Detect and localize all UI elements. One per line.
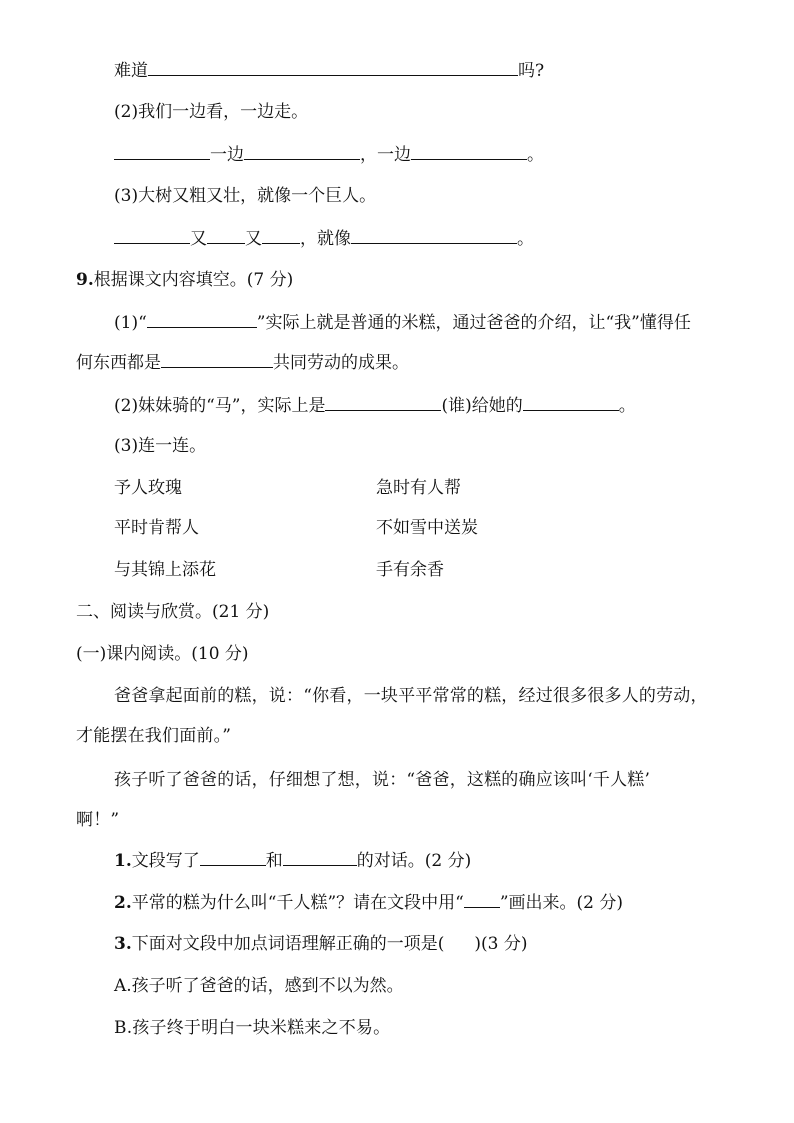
match-left-item[interactable]: 平时肯帮人 [114, 518, 199, 538]
q9-p1-line1 [114, 310, 691, 335]
answer-blank[interactable] [464, 890, 500, 908]
answer-blank[interactable] [148, 58, 518, 76]
q8-item-2 [114, 100, 308, 124]
q8-l1-text-b: 吗? [518, 61, 545, 81]
reading-q2 [114, 890, 623, 915]
section-2-sub: (一)课内阅读。(10 分) [76, 644, 249, 664]
q8-l5-text-d: 。 [517, 229, 534, 249]
q8-l1-text-a: 难道 [114, 61, 148, 81]
passage-line: 啊！” [76, 810, 120, 830]
q9-p1-text-c: 何东西都是 [76, 353, 161, 373]
reading-q3 [114, 932, 528, 956]
q8-l5-text-c: ，就像 [300, 229, 351, 249]
q8-item-2-text: (2)我们一边看，一边走。 [114, 102, 309, 122]
match-right-item[interactable]: 手有余香 [376, 560, 444, 580]
q8-line-3 [114, 142, 544, 167]
reading-q2-number: 2. [114, 893, 132, 913]
q9-p1-line2 [76, 350, 409, 375]
match-right-item[interactable]: 急时有人帮 [376, 478, 461, 498]
match-left-item[interactable]: 与其锦上添花 [114, 560, 216, 580]
reading-q3-text-a: 下面对文段中加点词语理解正确的一项是( [131, 934, 445, 954]
section-2-title: 二、阅读与欣赏。(21 分) [76, 602, 270, 622]
match-right-item[interactable]: 不如雪中送炭 [376, 518, 478, 538]
q8-line-1 [114, 58, 544, 83]
q9-p3-text: (3)连一连。 [114, 436, 207, 456]
q8-l5-text-b: 又 [245, 229, 262, 249]
q9-p1-text-b: ”实际上就是普通的米糕，通过爸爸的介绍，让“我”懂得任 [256, 313, 691, 333]
q9-number: 9. [76, 270, 94, 290]
passage-line: 孩子听了爸爸的话，仔细想了想，说：“爸爸，这糕的确应该叫‘千人糕’ [114, 770, 651, 790]
q8-line-5 [114, 226, 534, 251]
q9-title: 根据课文内容填空。(7 分) [93, 270, 294, 290]
reading-q1-number: 1. [114, 851, 132, 871]
reading-q3-number: 3. [114, 934, 132, 954]
q8-item-3-text: (3)大树又粗又壮，就像一个巨人。 [114, 186, 377, 206]
q9-heading [76, 268, 293, 292]
reading-q2-text-b: ”画出来。(2 分) [499, 893, 624, 913]
answer-blank[interactable] [411, 142, 527, 160]
answer-blank[interactable] [262, 226, 300, 244]
q8-item-3 [114, 184, 376, 208]
answer-blank[interactable] [351, 226, 517, 244]
q9-p1-text-a: (1)“ [114, 313, 147, 333]
q9-p2-text-a: (2)妹妹骑的“马”，实际上是 [114, 396, 326, 416]
reading-q1 [114, 848, 471, 873]
answer-blank[interactable] [207, 226, 245, 244]
passage-line: 爸爸拿起面前的糕，说：“你看，一块平平常常的糕，经过很多很多人的劳动， [114, 686, 708, 706]
answer-blank[interactable] [114, 226, 190, 244]
answer-blank[interactable] [200, 848, 266, 866]
option-b[interactable]: B.孩子终于明白一块米糕来之不易。 [114, 1018, 391, 1038]
reading-q2-text-a: 平常的糕为什么叫“千人糕”？请在文段中用“ [131, 893, 464, 913]
answer-blank[interactable] [161, 350, 273, 368]
answer-blank[interactable] [283, 848, 357, 866]
q9-p2-text-c: 。 [618, 396, 636, 416]
q9-p3 [114, 434, 206, 458]
answer-blank[interactable] [147, 310, 257, 328]
reading-q1-text-c: 的对话。(2 分) [356, 851, 472, 871]
reading-q1-text-b: 和 [265, 851, 283, 871]
q8-l5-text-a: 又 [190, 229, 207, 249]
reading-q3-text-b: )(3 分) [474, 934, 528, 954]
q9-p1-text-d: 共同劳动的成果。 [273, 353, 409, 373]
q8-l3-text-b: ，一边 [360, 145, 411, 165]
q9-p2-text-b: (谁)给她的 [441, 396, 523, 416]
answer-blank[interactable] [523, 393, 619, 411]
option-a[interactable]: A.孩子听了爸爸的话，感到不以为然。 [114, 976, 404, 996]
q8-l3-text-a: 一边 [210, 145, 244, 165]
passage-line: 才能摆在我们面前。” [76, 726, 232, 746]
answer-blank[interactable] [114, 142, 210, 160]
answer-blank[interactable] [325, 393, 441, 411]
q8-l3-text-c: 。 [527, 145, 544, 165]
q9-p2 [114, 393, 636, 418]
match-left-item[interactable]: 予人玫瑰 [114, 478, 182, 498]
answer-blank[interactable] [244, 142, 360, 160]
reading-q1-text-a: 文段写了 [131, 851, 200, 871]
